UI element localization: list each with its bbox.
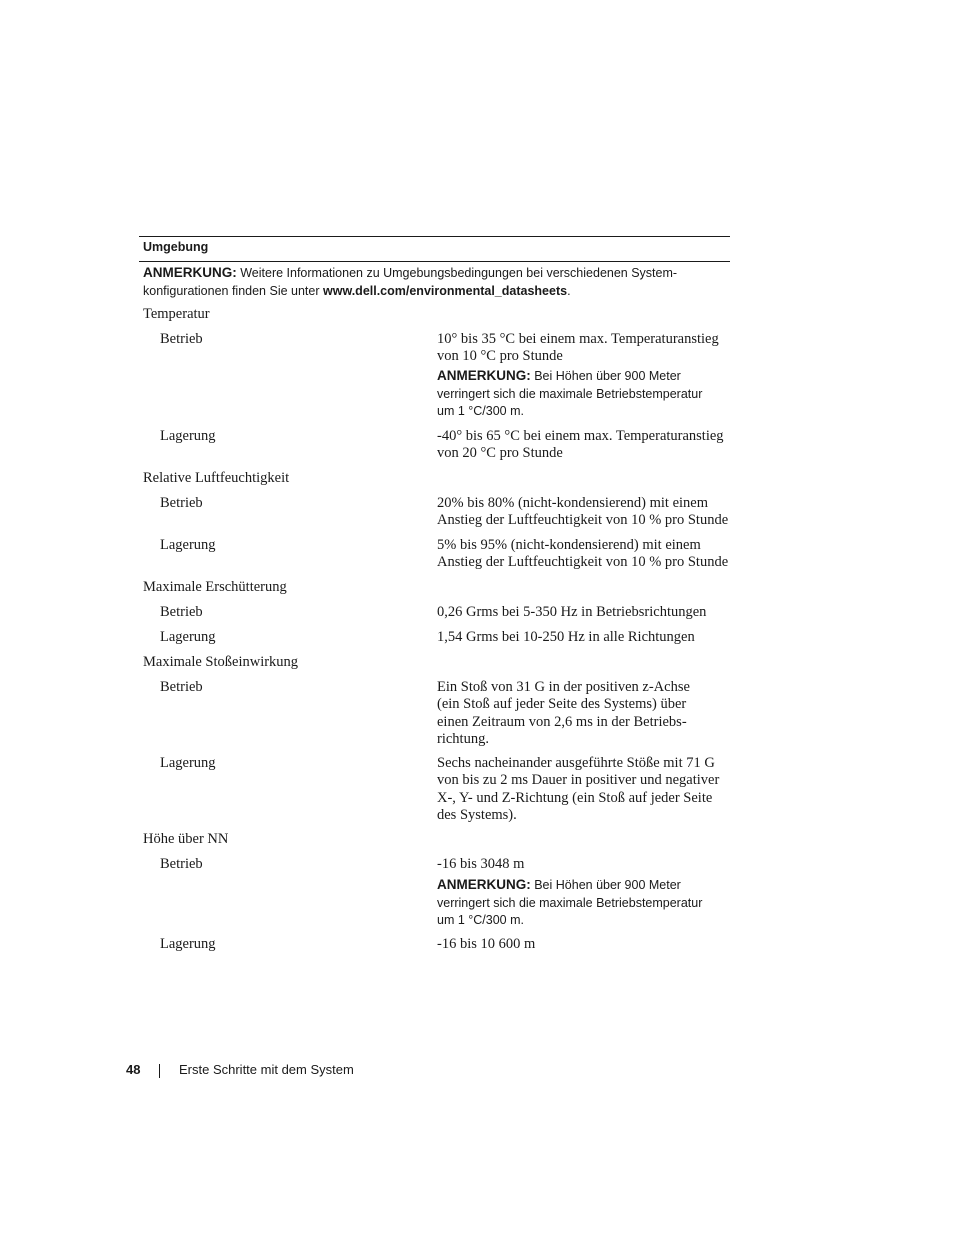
value-line: einen Zeitraum von 2,6 ms in der Betriebs- (437, 713, 687, 730)
value-line: 5% bis 95% (nicht-kondensierend) mit einem (437, 537, 701, 553)
section-erschuetterung: Maximale Erschütterung (143, 579, 287, 595)
note-text: Bei Höhen über 900 Meter (530, 878, 681, 892)
row-label: Lagerung (160, 755, 216, 771)
value-line: 1,54 Grms bei 10-250 Hz in alle Richtungen (437, 629, 695, 645)
value-line: 20% bis 80% (nicht-kondensierend) mit einem (437, 495, 709, 511)
value-line: X-, Y- und Z-Richtung (ein Stoß auf jeder Seite (437, 789, 713, 806)
note-text: Bei Höhen über 900 Meter (530, 369, 681, 383)
page-number: 48 (126, 1062, 141, 1077)
row-note (437, 367, 729, 421)
value-line: des Systems). (437, 806, 517, 823)
table-top-rule (139, 236, 730, 237)
row-value (437, 936, 729, 953)
row-label: Betrieb (160, 604, 203, 620)
section-temperatur: Temperatur (143, 306, 210, 322)
row-label: Lagerung (160, 537, 216, 553)
value-line: Ein Stoß von 31 G in der positiven z-Achse (437, 679, 690, 695)
value-line: Anstieg der Luftfeuchtigkeit von 10 % pro Stunde (437, 554, 729, 571)
value-line: -40° bis 65 °C bei einem max. Temperaturanstieg (437, 428, 724, 444)
note-keyword: ANMERKUNG: (437, 877, 531, 892)
row-value (437, 604, 729, 621)
value-line: Anstieg der Luftfeuchtigkeit von 10 % pro Stunde (437, 512, 729, 529)
datasheet-link[interactable]: www.dell.com/environmental_datasheets (323, 284, 568, 298)
note-line: um 1 °C/300 m. (437, 913, 524, 927)
row-value (437, 755, 729, 824)
row-label: Lagerung (160, 629, 216, 645)
value-line: (ein Stoß auf jeder Seite des Systems) über (437, 696, 687, 713)
row-label: Lagerung (160, 936, 216, 952)
row-label: Betrieb (160, 856, 203, 872)
note-text-2: konfigurationen finden Sie unter (143, 284, 323, 298)
note-keyword: ANMERKUNG: (437, 368, 531, 383)
value-line: von 10 °C pro Stunde (437, 348, 563, 365)
value-line: -16 bis 3048 m (437, 856, 525, 872)
table-heading: Umgebung (143, 240, 209, 254)
value-line: 10° bis 35 °C bei einem max. Temperaturanstieg (437, 331, 719, 347)
row-value (437, 495, 729, 530)
value-line: richtung. (437, 730, 489, 747)
value-line: von bis zu 2 ms Dauer in positiver und negativer (437, 772, 720, 789)
note-text: Weitere Informationen zu Umgebungsbedingungen bei verschiedenen System- (236, 266, 678, 280)
row-value (437, 537, 729, 572)
row-value (437, 331, 729, 366)
row-value (437, 856, 729, 873)
note-end: . (567, 284, 571, 298)
value-line: 0,26 Grms bei 5-350 Hz in Betriebsrichtungen (437, 604, 707, 620)
row-value (437, 629, 729, 646)
note-line: verringert sich die maximale Betriebstemperatur (437, 386, 703, 401)
section-hoehe: Höhe über NN (143, 831, 229, 847)
table-header-rule (139, 261, 730, 262)
row-label: Betrieb (160, 495, 203, 511)
note-keyword: ANMERKUNG: (143, 265, 237, 280)
environment-note (143, 264, 730, 300)
footer-separator (159, 1064, 160, 1078)
note-line: um 1 °C/300 m. (437, 404, 524, 418)
section-stosseinwirkung: Maximale Stoßeinwirkung (143, 654, 299, 670)
row-value (437, 679, 729, 748)
footer-title: Erste Schritte mit dem System (179, 1062, 354, 1077)
value-line: -16 bis 10 600 m (437, 936, 536, 952)
section-luftfeuchtigkeit: Relative Luftfeuchtigkeit (143, 470, 290, 486)
row-label: Betrieb (160, 331, 203, 347)
value-line: Sechs nacheinander ausgeführte Stöße mit 71 G (437, 755, 715, 771)
note-line: verringert sich die maximale Betriebstemperatur (437, 895, 703, 910)
value-line: von 20 °C pro Stunde (437, 445, 563, 462)
row-note (437, 876, 729, 930)
row-value (437, 428, 729, 463)
row-label: Lagerung (160, 428, 216, 444)
row-label: Betrieb (160, 679, 203, 695)
